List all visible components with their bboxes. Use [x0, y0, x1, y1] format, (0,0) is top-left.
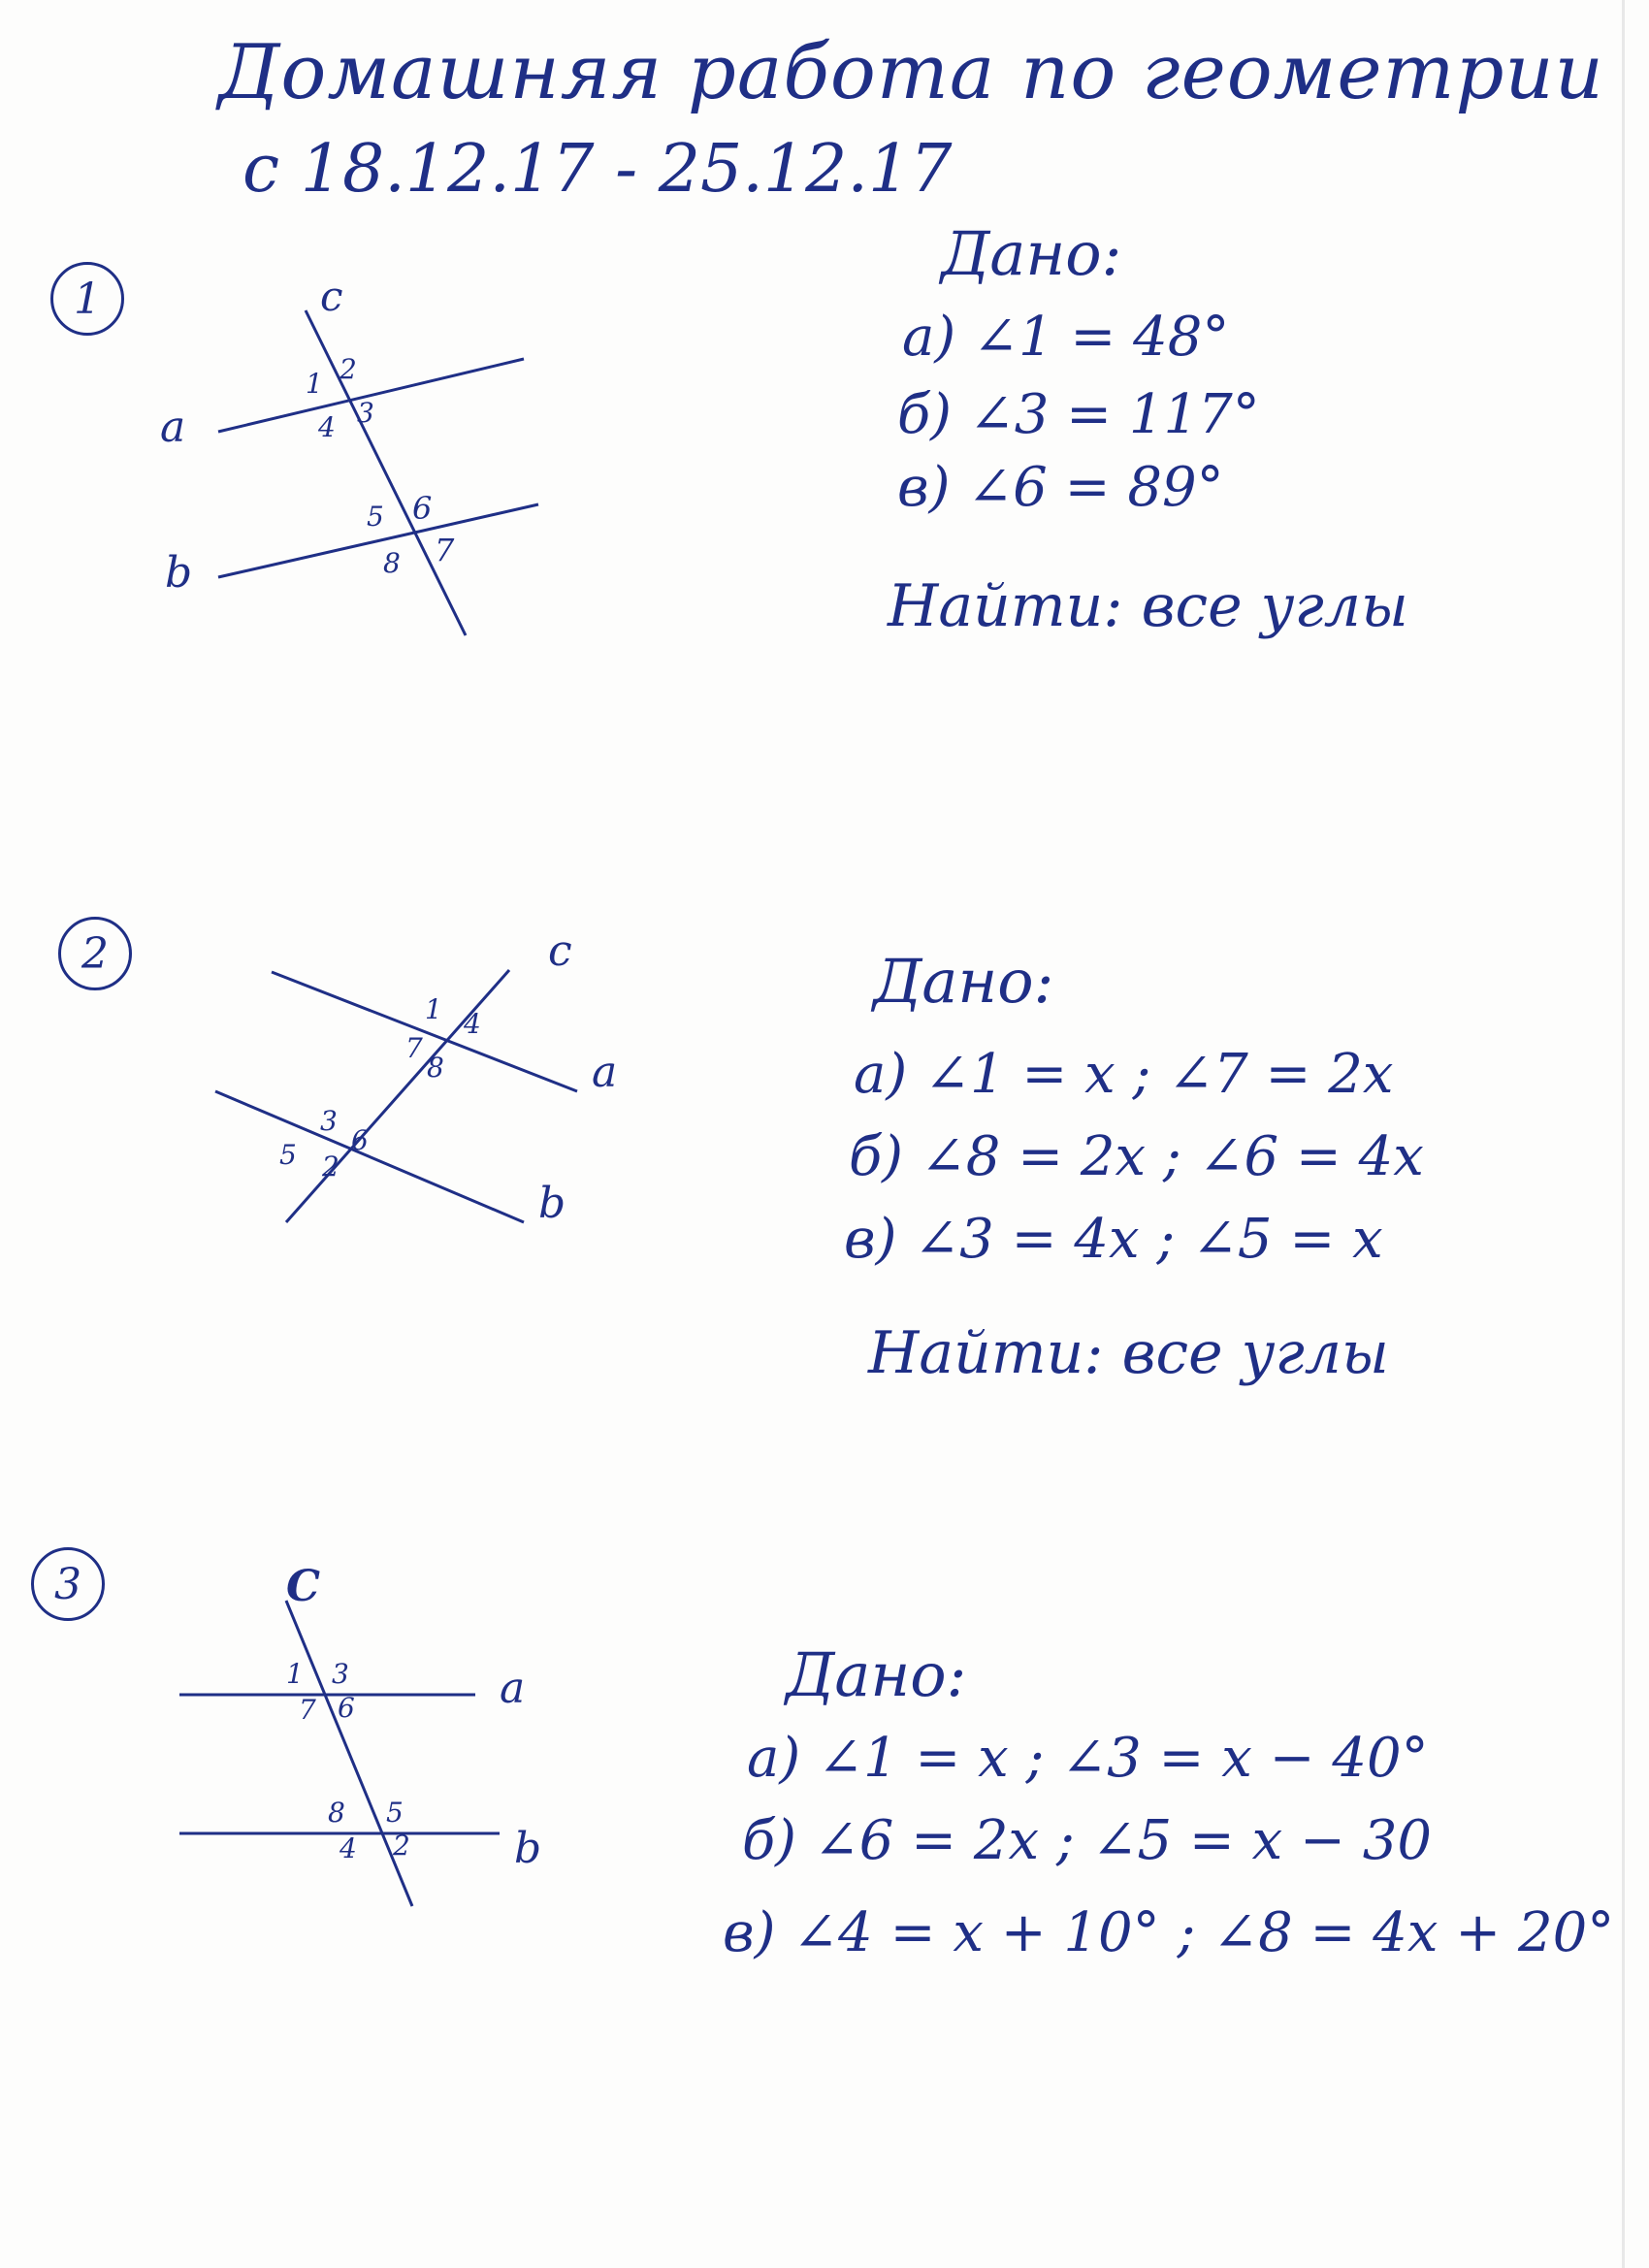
angle-label: 2 — [322, 1150, 340, 1183]
angle-label: 4 — [340, 1832, 357, 1864]
label-line-a: a — [160, 403, 186, 452]
label-line-b: b — [165, 548, 193, 598]
label-line-a: a — [592, 1048, 618, 1097]
angle-label: 7 — [405, 1032, 423, 1064]
given-heading-2: Дано: — [873, 946, 1054, 1017]
task-number-1: 1 — [50, 262, 124, 336]
find-2: Найти: все углы — [868, 1319, 1389, 1387]
label-line-a: a — [500, 1664, 526, 1713]
angle-label: 1 — [425, 993, 442, 1025]
label-line-b: b — [538, 1179, 566, 1228]
angle-label: 8 — [383, 547, 401, 579]
angle-label: 4 — [318, 411, 336, 443]
line-c — [306, 310, 466, 635]
page-title: Домашняя работа по геометрии — [218, 29, 1604, 116]
angle-label: 8 — [427, 1052, 444, 1084]
condition-1a: а) ∠1 = 48° — [902, 306, 1230, 369]
condition-2b: б) ∠8 = 2x ; ∠6 = 4x — [849, 1125, 1424, 1188]
given-heading-3: Дано: — [786, 1639, 967, 1710]
task-number-3: 3 — [31, 1547, 105, 1621]
line-b — [215, 1091, 524, 1222]
angle-label: 3 — [357, 397, 374, 429]
page-edge — [1622, 0, 1625, 2268]
angle-label: 7 — [435, 532, 455, 568]
angle-label: 3 — [320, 1105, 338, 1137]
label-line-c: c — [548, 926, 572, 976]
angle-label: 5 — [279, 1139, 297, 1171]
angle-label: 2 — [393, 1830, 410, 1862]
task-1-figure — [146, 262, 572, 650]
find-1: Найти: все углы — [888, 572, 1408, 640]
given-heading-1: Дано: — [941, 218, 1122, 289]
angle-label: 5 — [386, 1797, 404, 1829]
condition-3c: в) ∠4 = x + 10° ; ∠8 = 4x + 20° — [723, 1901, 1615, 1964]
task-number-2: 2 — [58, 917, 132, 990]
angle-label: 6 — [338, 1692, 355, 1724]
angle-label: 3 — [332, 1658, 349, 1690]
angle-label: 8 — [328, 1797, 345, 1829]
condition-3a: а) ∠1 = x ; ∠3 = x − 40° — [747, 1727, 1429, 1790]
task-3-figure — [165, 1562, 611, 1940]
condition-1b: б) ∠3 = 117° — [897, 383, 1260, 446]
condition-1c: в) ∠6 = 89° — [897, 456, 1224, 519]
condition-2a: а) ∠1 = x ; ∠7 = 2x — [854, 1043, 1394, 1106]
angle-label: 1 — [286, 1658, 304, 1690]
condition-3b: б) ∠6 = 2x ; ∠5 = x − 30 — [742, 1809, 1433, 1872]
label-line-c: C — [286, 1562, 321, 1611]
angle-label: 6 — [412, 490, 433, 527]
angle-label: 7 — [299, 1694, 316, 1726]
label-line-c: c — [320, 273, 343, 320]
angle-label: 2 — [340, 353, 357, 385]
angle-label: 6 — [351, 1124, 369, 1156]
angle-label: 1 — [306, 368, 323, 400]
angle-label: 4 — [464, 1008, 481, 1040]
angle-label: 5 — [367, 501, 384, 533]
condition-2c: в) ∠3 = 4x ; ∠5 = x — [844, 1208, 1383, 1271]
label-line-b: b — [514, 1824, 542, 1873]
task-2-figure — [194, 912, 660, 1242]
line-a — [272, 972, 577, 1091]
date-range: с 18.12.17 - 25.12.17 — [242, 131, 953, 208]
